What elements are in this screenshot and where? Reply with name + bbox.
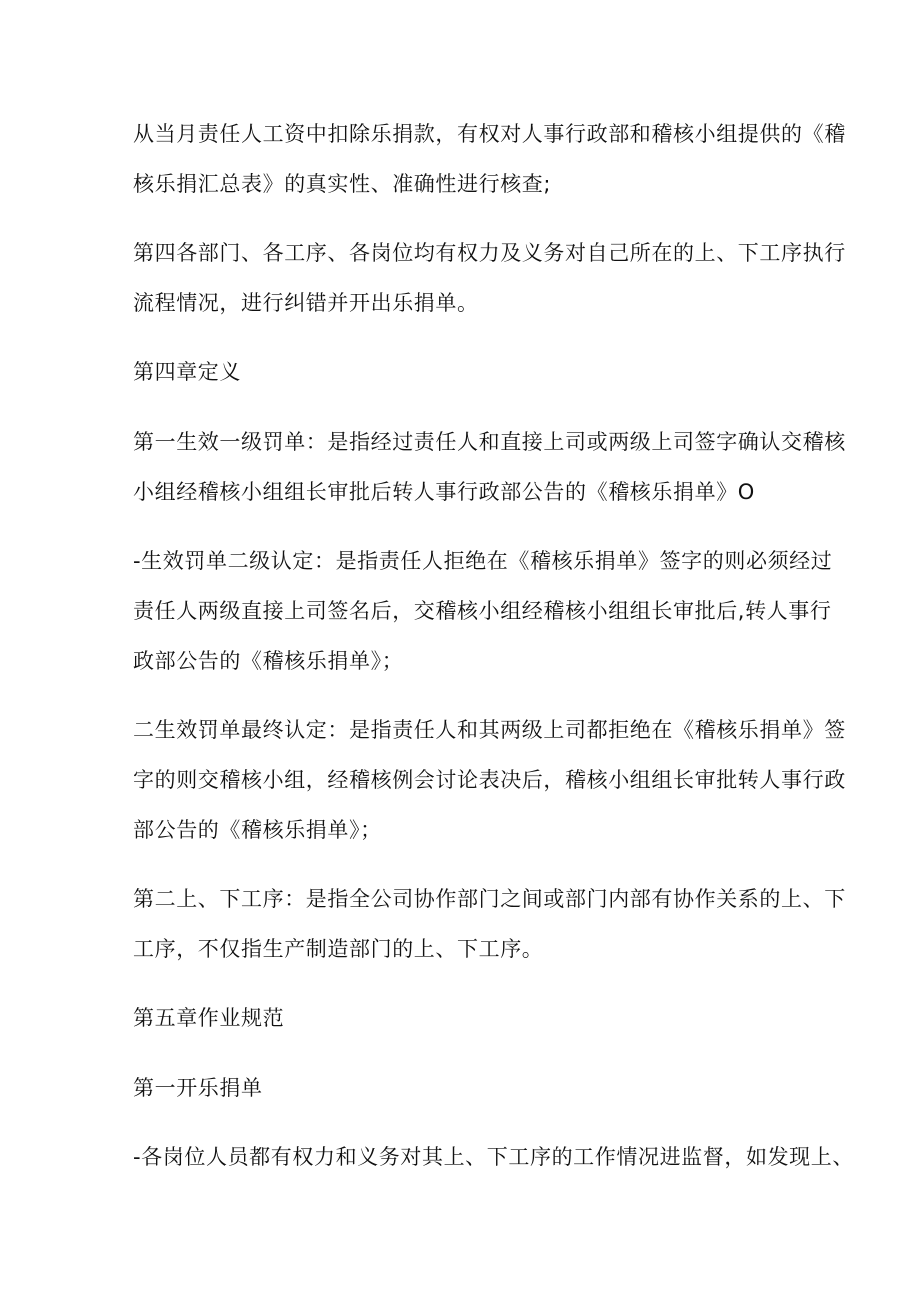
paragraph-line: 部公告的《稽核乐捐单》； [133, 818, 382, 842]
paragraph-line: 第二上、下工序：是指全公司协作部门之间或部门内部有协作关系的上、下 [133, 887, 846, 911]
paragraph-line: 政部公告的《稽核乐捐单》； [133, 649, 404, 673]
paragraph-line: -各岗位人员都有权力和义务对其上、下工序的工作情况进监督，如发现上、 [133, 1145, 854, 1169]
paragraph-line: 流程情况，进行纠错并开出乐捐单。 [133, 291, 479, 315]
paragraph-line: 从当月责任人工资中扣除乐捐款，有权对人事行政部和稽核小组提供的《稽 [133, 122, 846, 146]
paragraph-line: 二生效罚单最终认定：是指责任人和其两级上司都拒绝在《稽核乐捐单》签 [133, 718, 846, 742]
paragraph-line: 工序，不仅指生产制造部门的上、下工序。 [133, 937, 544, 961]
paragraph-line: 第一生效一级罚单：是指经过责任人和直接上司或两级上司签字确认交稽核 [133, 430, 846, 454]
paragraph-line: 第四各部门、各工序、各岗位均有权力及义务对自己所在的上、下工序执行 [133, 241, 846, 265]
section-heading: 第一开乐捐单 [133, 1076, 263, 1100]
paragraph-line: -生效罚单二级认定：是指责任人拒绝在《稽核乐捐单》签字的则必须经过 [133, 549, 833, 573]
paragraph-line: 小组经稽核小组组长审批后转人事行政部公告的《稽核乐捐单》O [133, 480, 755, 504]
chapter-heading: 第四章定义 [133, 360, 241, 384]
paragraph-line: 核乐捐汇总表》的真实性、准确性进行核查; [133, 172, 552, 196]
chapter-heading: 第五章作业规范 [133, 1006, 285, 1030]
paragraph-line: 责任人两级直接上司签名后，交稽核小组经稽核小组组长审批后,转人事行 [133, 599, 832, 623]
paragraph-line: 字的则交稽核小组，经稽核例会讨论表决后，稽核小组组长审批转人事行政 [133, 768, 846, 792]
